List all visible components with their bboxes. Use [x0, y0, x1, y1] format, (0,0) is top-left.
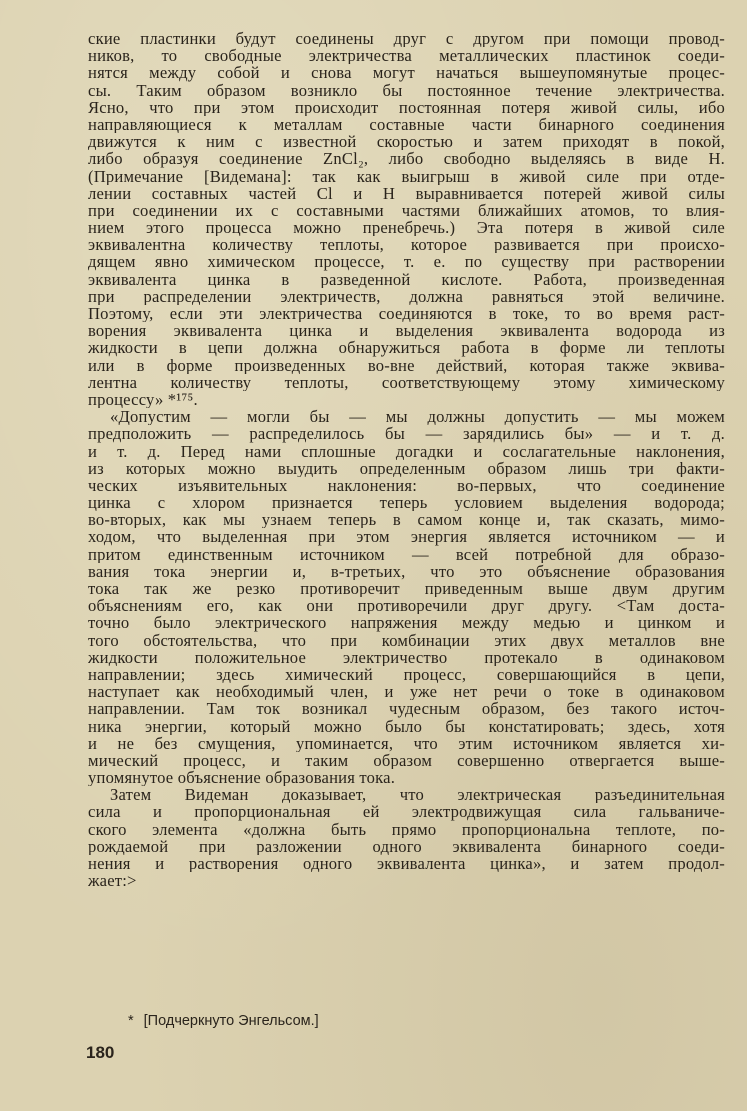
text-line: нятся между собой и снова могут начаться вышеупомянутые процес- [88, 64, 725, 82]
text-line: во-вторых, как мы узнаем теперь в самом конце и, так сказать, мимо- [88, 511, 725, 529]
text-line: нения и растворения одного эквивалента цинка», и затем продол- [88, 855, 725, 873]
text-line: сила и пропорциональная ей электродвижущая сила гальваниче- [88, 803, 725, 821]
text-line: объяснениям его, как они противоречили друг другу. <Там доста- [88, 597, 725, 615]
text-line: упомянутое объяснение образования тока. [88, 769, 396, 787]
text-line: дящем явно химическом процессе, т. е. по существу при растворении [88, 253, 725, 271]
text-line: направляющиеся к металлам составные части бинарного соединения [88, 115, 725, 134]
text-line: ника энергии, который можно было бы констатировать; здесь, хотя [88, 717, 725, 735]
text-line: притом единственным источником — всей потребной для образо- [88, 545, 725, 563]
text-line: эквивалентна количеству теплоты, которое развивается при происхо- [88, 236, 725, 254]
text-line: наступает как необходимый член, и уже нет речи о токе в одинаковом [88, 683, 725, 701]
text-line: сы. Таким образом возникло бы постоянное течение электричества. [88, 81, 725, 99]
text-line: и не без смущения, упоминается, что этим источником является хи- [88, 734, 725, 752]
body-text [88, 30, 725, 889]
text-line: жидкости в цепи должна обнаружиться работа в форме ли теплоты [88, 339, 725, 357]
text-line: направлении. Там ток возникал чудесным образом, без такого источ- [88, 700, 725, 718]
page-number: 180 [86, 1043, 115, 1062]
paragraph [88, 786, 725, 889]
text-line: и т. д. Перед нами сплошные догадки и сослагательные наклонения, [88, 442, 725, 460]
text-line: ские пластинки будут соединены друг с другом при помощи провод- [88, 30, 725, 48]
text-line: эквивалента цинка в разведенной кислоте. Работа, произведенная [88, 270, 725, 288]
text-line: либо образуя соединение ZnCl₂, либо свободно выделяясь в виде H. [88, 150, 725, 168]
text-line: жает:> [88, 872, 137, 890]
text-line: Затем Видеман доказывает, что электрическая разъединительная [110, 786, 725, 804]
text-line: нием этого процесса можно пренебречь.) Эта потеря в живой силе [88, 219, 725, 237]
text-line: тока так же резко противоречит приведенным выше двум другим [88, 580, 725, 598]
text-line: «Допустим — могли бы — мы должны допустить — мы можем [110, 408, 725, 426]
footnote-marker: * [128, 1013, 134, 1029]
text-line: движутся к ним с известной скоростью и затем приходят в покой, [88, 133, 725, 151]
text-line: процессу» *¹⁷⁵. [88, 390, 198, 409]
text-line: из которых можно выудить определенным образом лишь три факти- [88, 459, 725, 477]
text-line: ворения эквивалента цинка и выделения эквивалента водорода из [88, 322, 725, 340]
text-line: ходом, что выделенная при этом энергия является источником — и [88, 528, 725, 546]
text-line: того обстоятельства, что при комбинации этих двух металлов вне [88, 631, 725, 649]
text-line: лении составных частей Cl и H выравнивается потерей живой силы [88, 184, 725, 202]
text-line: предположить — распределилось бы — зарядились бы» — и т. д. [88, 425, 725, 443]
text-line: при распределении электричеств, должна равняться этой величине. [88, 287, 725, 305]
text-line: Ясно, что при этом происходит постоянная потеря живой силы, ибо [88, 98, 725, 116]
paragraph [88, 30, 725, 408]
text-line: (Примечание [Видемана]: так как выигрыш в живой силе при отде- [88, 167, 725, 185]
footnote-text: [Подчеркнуто Энгельсом.] [143, 1013, 319, 1029]
text-line: вания тока энергии и, в-третьих, что это объяснение образования [88, 562, 725, 580]
text-line: направлении; здесь химический процесс, совершающийся в цепи, [88, 665, 725, 684]
text-line: ского элемента «должна быть прямо пропорциональна теплоте, по- [88, 820, 725, 838]
text-line: рождаемой при разложении одного эквивалента бинарного соеди- [88, 837, 725, 855]
paragraph [88, 408, 725, 786]
text-line: ников, то свободные электричества металлических пластинок соеди- [88, 47, 725, 65]
text-line: или в форме произведенных во-вне действий, которая также эквива- [88, 356, 725, 374]
text-line: лентна количеству теплоты, соответствующему этому химическому [88, 373, 725, 391]
footnote [128, 1013, 319, 1029]
text-line: цинка с хлором признается теперь условием выделения водорода; [88, 494, 725, 512]
text-line: при соединении их с составными частями ближайших атомов, то влия- [88, 201, 725, 220]
text-line: жидкости положительное электричество протекало в одинаковом [88, 648, 725, 666]
text-line: Поэтому, если эти электричества соединяются в токе, то во время раст- [88, 305, 725, 323]
text-line: ческих изъявительных наклонения: во-первых, что соединение [88, 476, 725, 495]
text-line: мический процесс, и таким образом совершенно отвергается выше- [88, 751, 725, 770]
text-line: точно было электрического напряжения между медью и цинком и [88, 614, 725, 632]
